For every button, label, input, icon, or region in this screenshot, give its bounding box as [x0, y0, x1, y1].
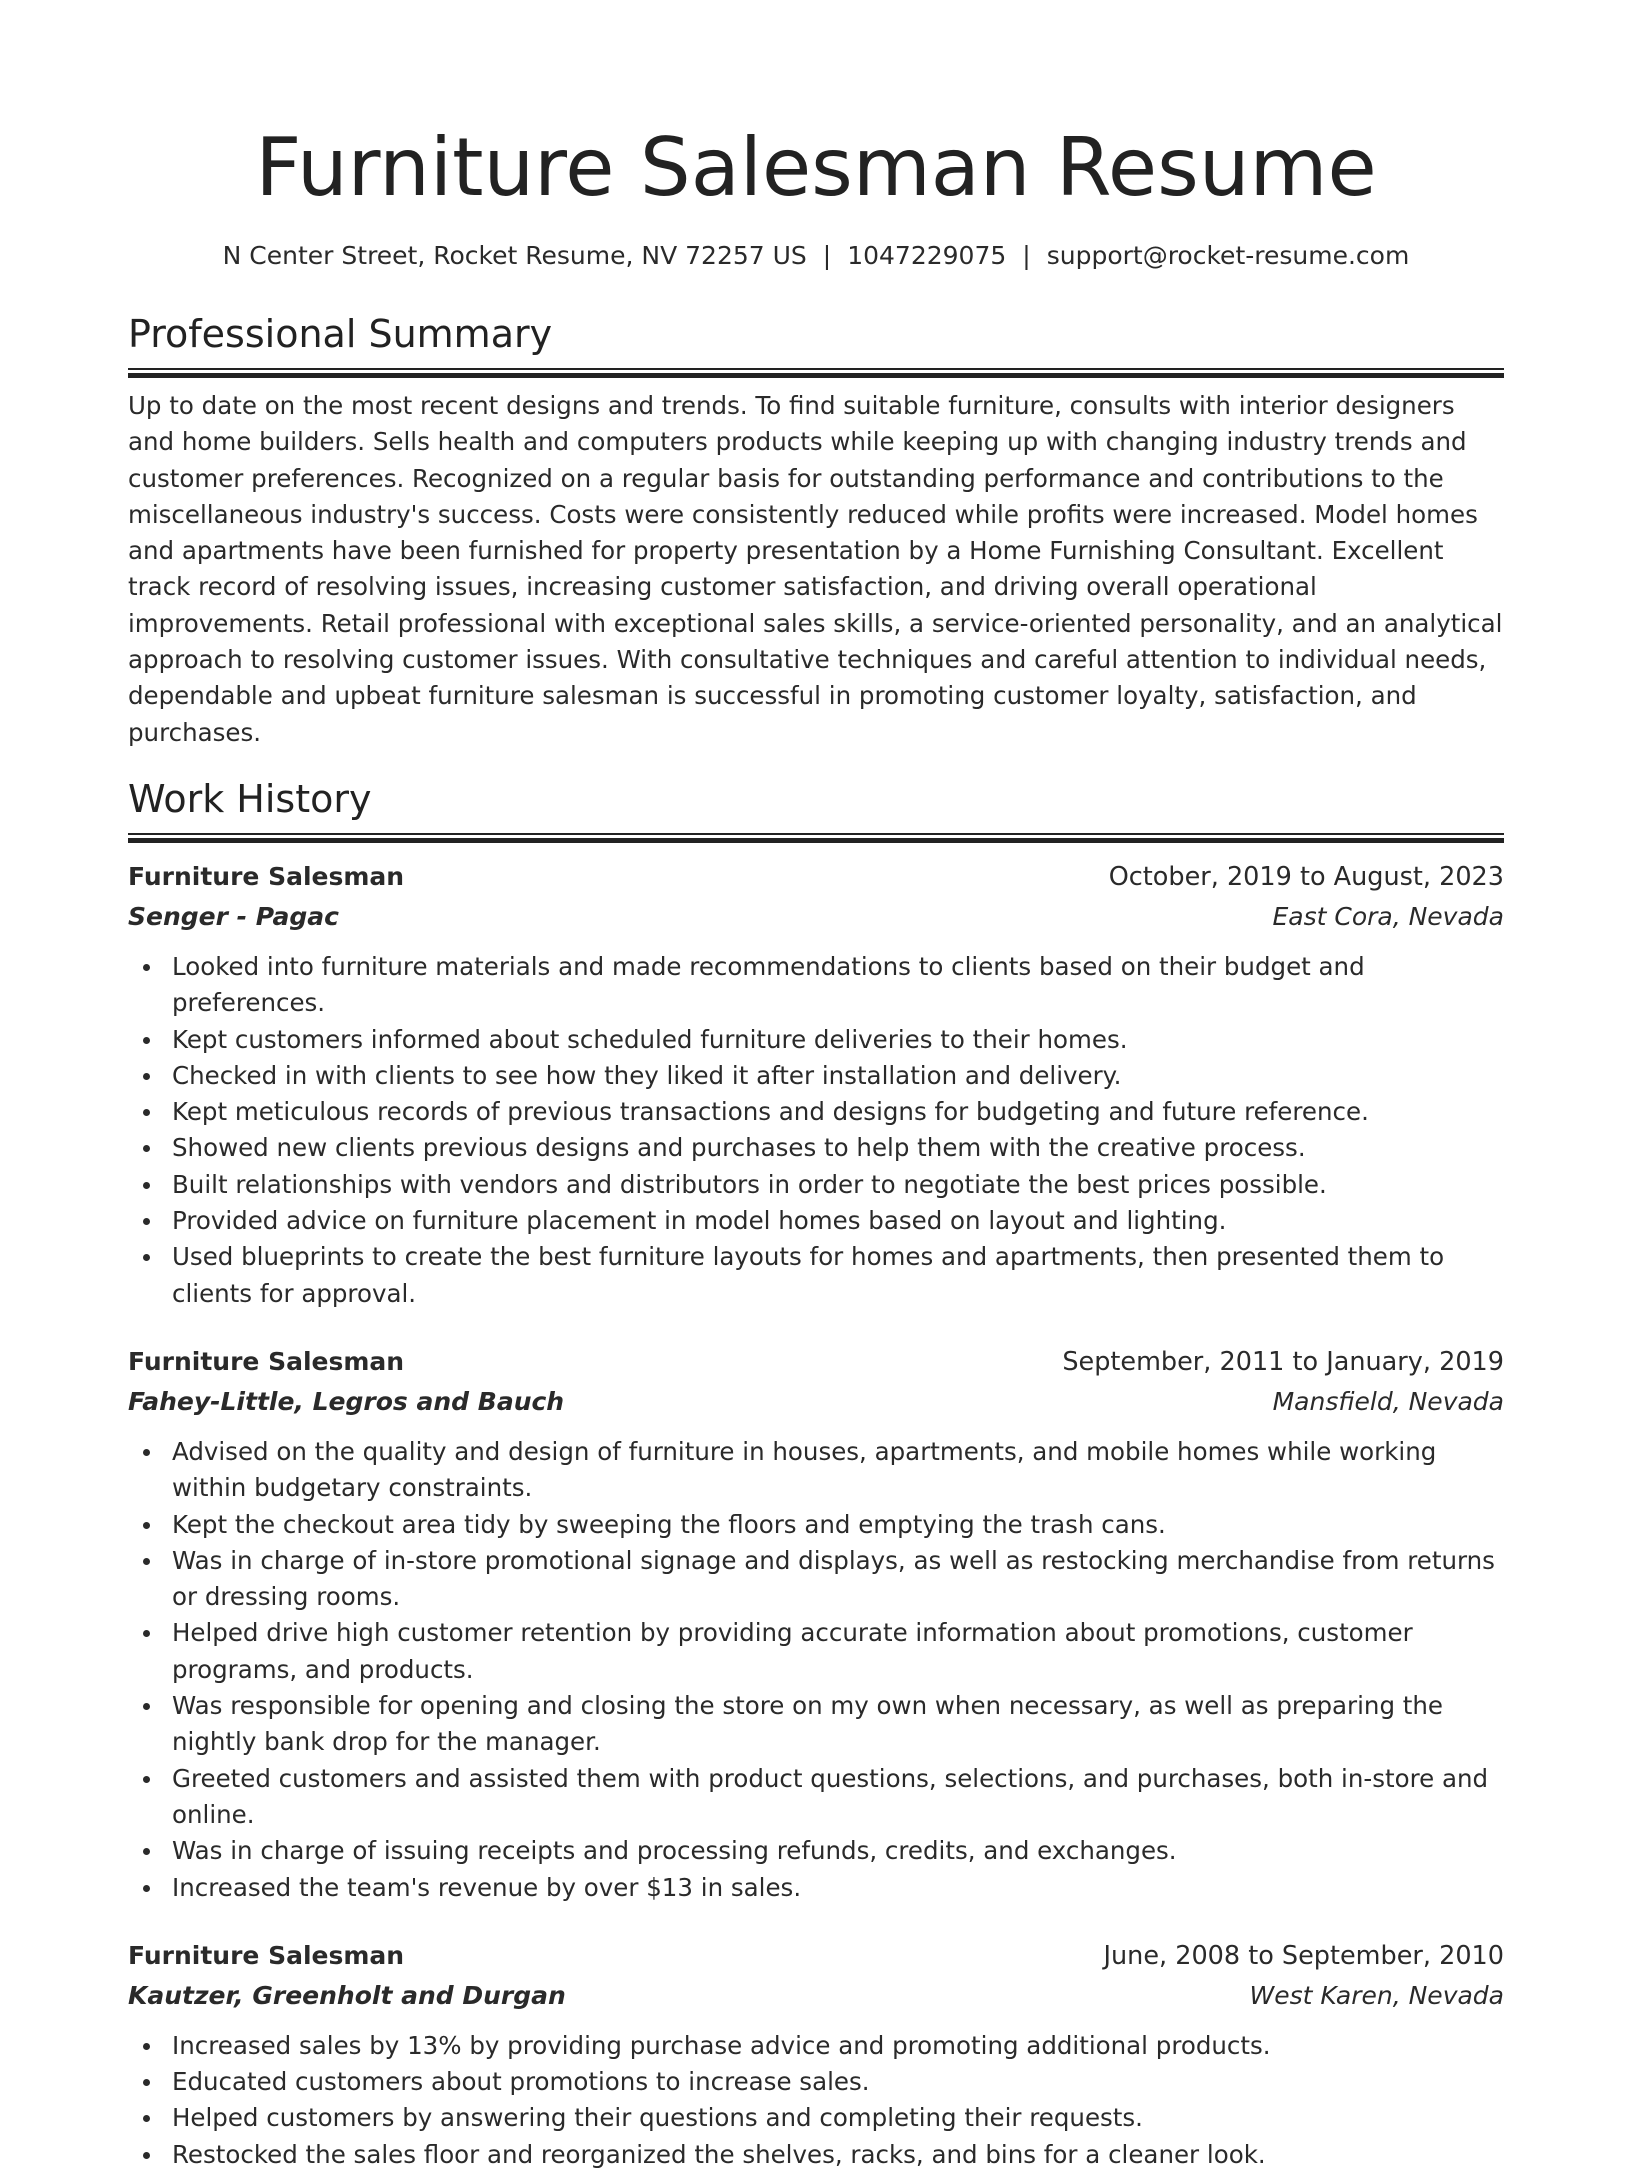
bullet-dot — [143, 1522, 150, 1529]
job-bullet-text: Greeted customers and assisted them with product questions, selections, and purchases, both in-store and online. — [172, 1763, 1489, 1829]
section-heading-summary: Professional Summary — [128, 312, 553, 356]
job-bullet — [128, 1870, 1504, 1906]
job-bullet — [128, 1239, 1504, 1312]
bullet-dot — [143, 1182, 150, 1189]
job-bullet — [128, 2028, 1504, 2064]
bullet-dot — [143, 1145, 150, 1152]
job-bullet-text: Was in charge of in-store promotional signage and displays, as well as restocking merchandise from returns or dressing rooms. — [172, 1545, 1495, 1612]
bullet-dot — [143, 964, 150, 971]
job-company: Senger - Pagac — [128, 901, 339, 931]
job-bullet-text: Helped customers by answering their questions and completing their requests. — [172, 2103, 1143, 2133]
contact-email: support@rocket-resume.com — [1046, 241, 1410, 270]
job-bullet — [128, 1507, 1504, 1543]
job-company-row — [128, 1382, 1504, 1422]
bullet-dot — [143, 1037, 150, 1044]
job-bullet-text: Advised on the quality and design of furniture in houses, apartments, and mobile homes while working within budgetary constraints. — [172, 1436, 1437, 1503]
job-bullet-text: Kept the checkout area tidy by sweeping the floors and emptying the trash cans. — [172, 1509, 1166, 1539]
job-bullet-text: Increased the team's revenue by over $13 in sales. — [172, 1872, 802, 1902]
bullet-dot — [143, 1073, 150, 1080]
job-bullet-text: Restocked the sales floor and reorganized the shelves, racks, and bins for a cleaner look. — [172, 2139, 1266, 2169]
job-bullet — [128, 1615, 1504, 1688]
section-heading-work: Work History — [128, 776, 372, 821]
job-bullet — [128, 1022, 1504, 1058]
job-title: Furniture Salesman — [128, 861, 405, 891]
job-location: East Cora, Nevada — [1272, 901, 1504, 931]
job-title: Furniture Salesman — [128, 1346, 405, 1376]
job-dates: September, 2011 to January, 2019 — [1062, 1346, 1504, 1377]
bullet-dot — [143, 1848, 150, 1855]
job-entry — [128, 1342, 1504, 1906]
job-bullet-text: Checked in with clients to see how they liked it after installation and delivery. — [172, 1060, 1122, 1090]
bullet-dot — [143, 1254, 150, 1261]
job-location: West Karen, Nevada — [1249, 1980, 1504, 2010]
job-bullet-text: Helped drive high customer retention by providing accurate information about promotions, customer programs, and products. — [172, 1618, 1413, 1684]
job-bullet-text: Showed new clients previous designs and purchases to help them with the creative process. — [172, 1133, 1306, 1163]
job-bullet — [128, 1167, 1504, 1203]
job-bullet — [128, 1130, 1504, 1166]
job-location: Mansfield, Nevada — [1272, 1386, 1504, 1416]
summary-paragraph: Up to date on the most recent designs and trends. To find suitable furniture, consults with interior designers and home builders. Sells health and computers products while keeping up with changing industry trends and customer preferences. Recognized on a regular basis for outstanding performance and contributions to the miscellaneous industry's success. Costs were consistently reduced while profits were increased. Model homes and apartments have been furnished for property presentation by a Home Furnishing Consultant. Excellent track record of resolving issues, increasing customer satisfaction, and driving overall operational improvements. Retail professional with exceptional sales skills, a service-oriented personality, and an analytical approach to resolving customer issues. With consultative techniques and careful attention to individual needs, dependable and upbeat furniture salesman is successful in promoting customer loyalty, satisfaction, and purchases. — [128, 391, 1503, 747]
job-bullet — [128, 1203, 1504, 1239]
job-entry — [128, 1936, 1504, 2173]
professional-summary-section — [128, 310, 1504, 751]
job-bullet — [128, 1058, 1504, 1094]
bullet-dot — [143, 2043, 150, 2050]
job-title: Furniture Salesman — [128, 1940, 405, 1970]
job-bullet-list — [128, 949, 1504, 1312]
job-bullet — [128, 949, 1504, 1022]
bullet-dot — [143, 1703, 150, 1710]
job-bullet-text: Kept meticulous records of previous transactions and designs for budgeting and future reference. — [172, 1097, 1369, 1127]
job-bullet-text: Was in charge of issuing receipts and processing refunds, credits, and exchanges. — [172, 1836, 1177, 1866]
job-header-row — [128, 1342, 1504, 1382]
job-dates: June, 2008 to September, 2010 — [1103, 1940, 1504, 1971]
contact-info — [128, 240, 1504, 272]
work-history-section — [128, 775, 1504, 2173]
job-entry — [128, 857, 1504, 1312]
bullet-dot — [143, 1218, 150, 1225]
bullet-dot — [143, 1109, 150, 1116]
bullet-dot — [143, 2079, 150, 2086]
job-header-row — [128, 1936, 1504, 1976]
job-bullet — [128, 1434, 1504, 1507]
job-bullet — [128, 1688, 1504, 1761]
bullet-dot — [143, 1776, 150, 1783]
job-dates: October, 2019 to August, 2023 — [1108, 861, 1504, 892]
resume-title: Furniture Salesman Resume — [255, 121, 1377, 214]
job-bullet — [128, 2064, 1504, 2100]
contact-separator: | — [822, 241, 832, 270]
job-bullet-text: Was responsible for opening and closing the store on my own when necessary, as well as preparing the nightly bank drop for the manager. — [172, 1691, 1443, 1757]
bullet-dot — [143, 2152, 150, 2159]
job-bullet-text: Used blueprints to create the best furniture layouts for homes and apartments, then presented them to clients for approval. — [172, 1242, 1445, 1308]
job-bullet-text: Educated customers about promotions to increase sales. — [172, 2067, 870, 2097]
bullet-dot — [143, 1449, 150, 1456]
job-bullet — [128, 1094, 1504, 1130]
job-company: Fahey-Little, Legros and Bauch — [128, 1386, 565, 1416]
bullet-dot — [143, 1558, 150, 1565]
job-bullet — [128, 2100, 1504, 2136]
job-company-row — [128, 897, 1504, 937]
job-bullet-text: Increased sales by 13% by providing purchase advice and promoting additional products. — [172, 2030, 1271, 2060]
job-bullet-list — [128, 1434, 1504, 1906]
contact-phone: 1047229075 — [847, 241, 1007, 270]
job-header-row — [128, 857, 1504, 897]
job-bullet — [128, 1543, 1504, 1616]
section-divider — [128, 833, 1504, 843]
section-divider — [128, 368, 1504, 378]
job-bullet-list — [128, 2028, 1504, 2173]
job-bullet-text: Kept customers informed about scheduled furniture deliveries to their homes. — [172, 1024, 1128, 1054]
job-bullet-text: Built relationships with vendors and distributors in order to negotiate the best prices possible. — [172, 1169, 1327, 1199]
job-company-row — [128, 1976, 1504, 2016]
bullet-dot — [143, 1630, 150, 1637]
job-bullet — [128, 2137, 1504, 2173]
bullet-dot — [143, 1885, 150, 1892]
job-bullet-text: Looked into furniture materials and made recommendations to clients based on their budget and preferences. — [172, 951, 1365, 1018]
contact-separator: | — [1022, 241, 1031, 270]
job-bullet-text: Provided advice on furniture placement in model homes based on layout and lighting. — [172, 1206, 1227, 1236]
job-company: Kautzer, Greenholt and Durgan — [128, 1980, 566, 2010]
job-bullet — [128, 1761, 1504, 1834]
job-bullet — [128, 1833, 1504, 1869]
contact-address: N Center Street, Rocket Resume, NV 72257 US — [222, 241, 807, 270]
bullet-dot — [143, 2115, 150, 2122]
